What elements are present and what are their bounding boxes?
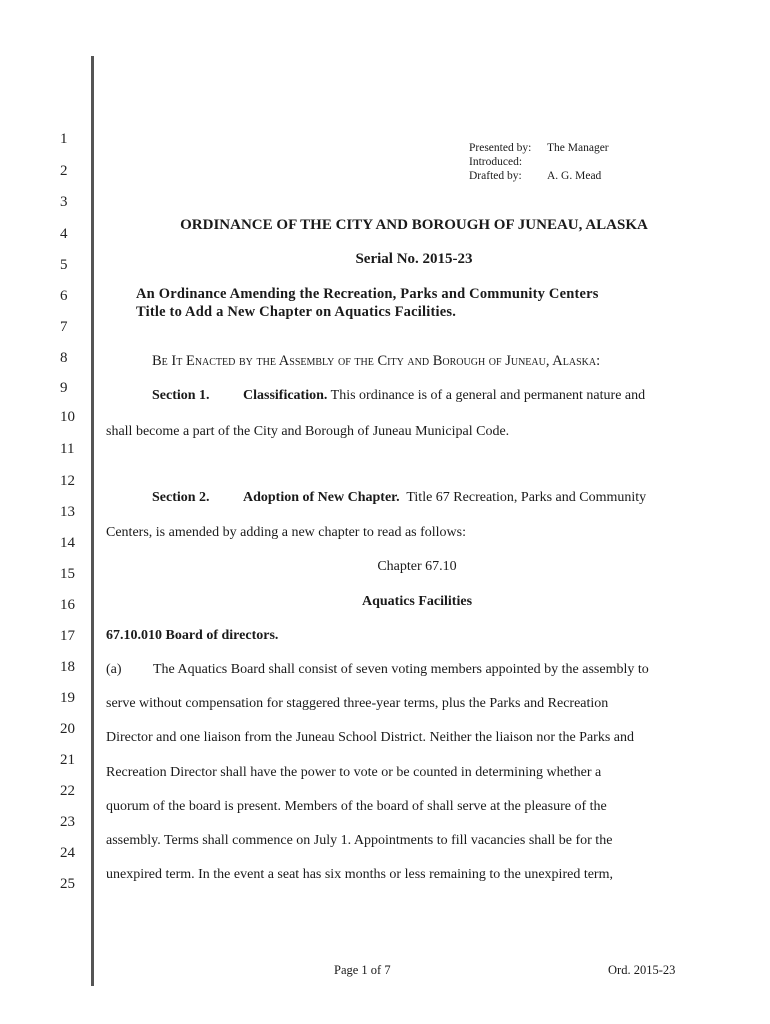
section-2-line-1	[152, 490, 646, 506]
line-number: 12	[60, 473, 75, 489]
section-1-text-1: This ordinance is of a general and permanent nature and	[330, 388, 646, 403]
introduced-label: Introduced:	[469, 156, 523, 168]
line-number: 18	[60, 659, 75, 675]
line-number: 24	[60, 845, 75, 861]
chapter-number: Chapter 67.10	[377, 559, 457, 574]
line-number: 3	[60, 194, 68, 210]
subtitle-line-1: An Ordinance Amending the Recreation, Parks and Community Centers	[136, 286, 599, 302]
subtitle-line-2: Title to Add a New Chapter on Aquatics Facilities.	[136, 304, 457, 320]
subsection-heading: 67.10.010 Board of directors.	[106, 628, 279, 643]
line-number: 2	[60, 163, 68, 179]
line-number: 25	[60, 876, 75, 892]
line-number: 4	[60, 226, 68, 242]
line-number: 13	[60, 504, 75, 520]
line-number: 10	[60, 409, 75, 425]
para-a-marker: (a)	[106, 662, 122, 677]
drafted-by-row	[469, 169, 609, 183]
para-a-line-2: serve without compensation for staggered three-year terms, plus the Parks and Recreation	[106, 696, 609, 711]
para-a-line-4: Recreation Director shall have the power to vote or be counted in determining whether a	[106, 765, 602, 780]
para-a-line-6: assembly. Terms shall commence on July 1. Appointments to fill vacancies shall be for the	[106, 833, 613, 848]
section-1-line-1	[152, 388, 645, 404]
line-number: 11	[60, 441, 75, 457]
presented-by-label: Presented by:	[469, 142, 532, 154]
line-number: 1	[60, 131, 68, 147]
drafted-by-label: Drafted by:	[469, 170, 522, 182]
section-1-text-2: shall become a part of the City and Borough of Juneau Municipal Code.	[106, 424, 510, 439]
header-block	[469, 141, 609, 183]
section-2-text-2: Centers, is amended by adding a new chapter to read as follows:	[106, 525, 467, 540]
presented-by-row	[469, 141, 609, 155]
line-number: 9	[60, 380, 68, 396]
presented-by-value: The Manager	[547, 142, 609, 154]
drafted-by-value: A. G. Mead	[547, 170, 602, 182]
section-1-heading: Classification.	[243, 388, 328, 403]
enacting-clause: Be It Enacted by the Assembly of the City and Borough of Juneau, Alaska:	[152, 353, 601, 369]
serial-number: Serial No. 2015-23	[355, 251, 473, 267]
line-number: 15	[60, 566, 75, 582]
line-number: 16	[60, 597, 75, 613]
para-a-line-5: quorum of the board is present. Members of the board of shall serve at the pleasure of the	[106, 799, 607, 814]
section-2-text-1: Title 67 Recreation, Parks and Community	[406, 490, 647, 505]
chapter-title: Aquatics Facilities	[361, 594, 473, 609]
para-a-text-1: The Aquatics Board shall consist of seven voting members appointed by the assembly to	[153, 662, 649, 677]
section-2-heading: Adoption of New Chapter.	[243, 490, 400, 505]
line-number: 14	[60, 535, 75, 551]
line-number: 8	[60, 350, 68, 366]
line-number: 21	[60, 752, 75, 768]
line-number: 22	[60, 783, 75, 799]
line-number: 19	[60, 690, 75, 706]
line-number: 5	[60, 257, 68, 273]
line-number: 7	[60, 319, 68, 335]
para-a-line-3: Director and one liaison from the Juneau School District. Neither the liaison nor the Parks and	[106, 730, 634, 745]
line-number: 17	[60, 628, 75, 644]
section-2-label: Section 2.	[152, 490, 210, 505]
page-number: Page 1 of 7	[334, 963, 391, 977]
introduced-row	[469, 155, 609, 169]
para-a-line-1	[106, 662, 649, 678]
ordinance-number-footer: Ord. 2015-23	[608, 963, 676, 977]
line-number: 6	[60, 288, 68, 304]
para-a-line-7: unexpired term. In the event a seat has six months or less remaining to the unexpired term,	[106, 867, 613, 882]
line-number: 23	[60, 814, 75, 830]
section-1-label: Section 1.	[152, 388, 210, 403]
line-number: 20	[60, 721, 75, 737]
ordinance-title: ORDINANCE OF THE CITY AND BOROUGH OF JUNEAU, ALASKA	[180, 217, 648, 233]
